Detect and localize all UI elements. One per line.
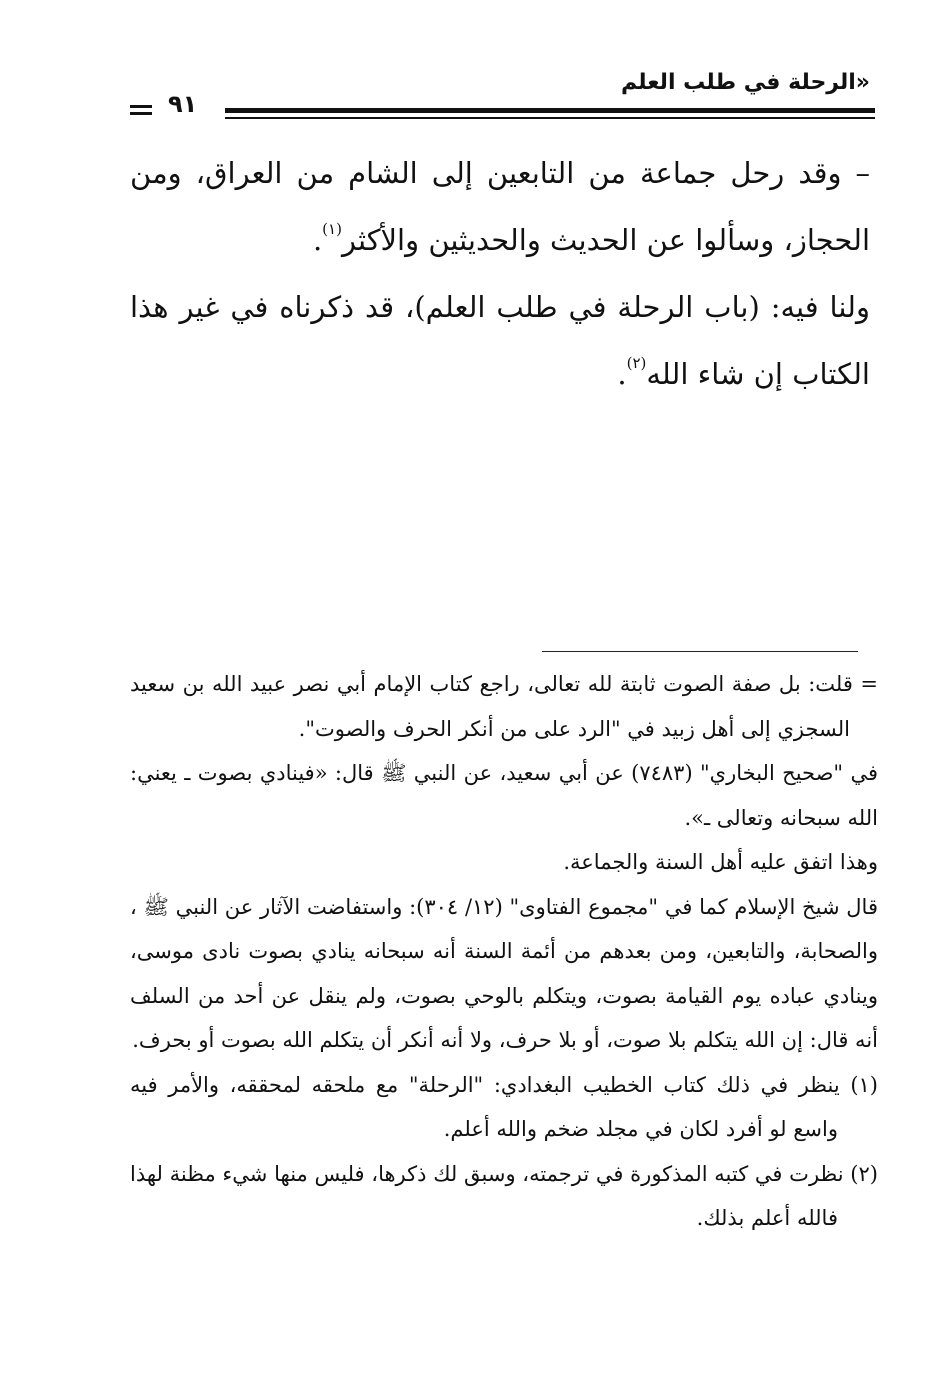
footnote-continuation: = قلت: بل صفة الصوت ثابتة لله تعالى، راجع كتاب الإمام أبي نصر عبيد الله بن سعيد السجزي إلى أهل زبيد في "الرد على من أنكر الحرف والصوت". (130, 672, 878, 741)
paragraph-end: . (617, 357, 627, 391)
footnotes (130, 662, 878, 1241)
main-paragraph (130, 274, 870, 408)
main-paragraph (130, 140, 870, 274)
footnote-2: (٢) نظرت في كتبه المذكورة في ترجمته، وسبق لك ذكرها، فليس منها شيء مظنة لهذا فالله أعلم بذلك. (130, 1161, 878, 1230)
footnote-continuation: قال شيخ الإسلام كما في "مجموع الفتاوى" (١٢/ ٣٠٤): واستفاضت الآثار عن النبي ﷺ ، والصحابة، والتابعين، ومن بعدهم من أئمة السنة أنه سبحانه ينادي بصوت نادى موسى، وينادي عباده يوم القيامة بصوت، ويتكلم بالوحي بصوت، ولم ينقل عن أحد من السلف أنه قال: إن الله يتكلم بلا صوت، أو بلا حرف، ولا أنه أنكر أن يتكلم الله بصوت أو بحرف. (130, 894, 878, 1052)
main-text (130, 140, 870, 408)
page-number-bar (130, 112, 152, 115)
footnote-separator (542, 651, 858, 652)
footnote-ref: (٢) (626, 354, 647, 372)
header-rule-thick (225, 108, 875, 113)
header-rule-thin (225, 117, 875, 119)
footnote-continuation: وهذا اتفق عليه أهل السنة والجماعة. (563, 850, 878, 874)
footnote-continuation: في "صحيح البخاري" (٧٤٨٣) عن أبي سعيد، عن النبي ﷺ قال: «فينادي بصوت ـ يعني: الله سبحانه وتعالى ـ». (130, 761, 878, 830)
paragraph-end: . (312, 223, 323, 257)
paragraph-text: ولنا فيه: (باب الرحلة في طلب العلم)، قد ذكرناه في غير هذا الكتاب إن شاء الله (130, 290, 870, 391)
footnote-ref: (١) (322, 220, 342, 238)
paragraph-text: – وقد رحل جماعة من التابعين إلى الشام من العراق، ومن الحجاز، وسألوا عن الحديث والحديثين والأكثر (130, 156, 870, 257)
page-number-bar (130, 105, 152, 108)
page-number: ٩١ (168, 90, 198, 118)
running-title: «الرحلة في طلب العلم (621, 70, 870, 95)
footnote-1: (١) ينظر في ذلك كتاب الخطيب البغدادي: "الرحلة" مع ملحقه لمحققه، والأمر فيه واسع لو أفرد لكان في مجلد ضخم والله أعلم. (130, 1072, 878, 1141)
